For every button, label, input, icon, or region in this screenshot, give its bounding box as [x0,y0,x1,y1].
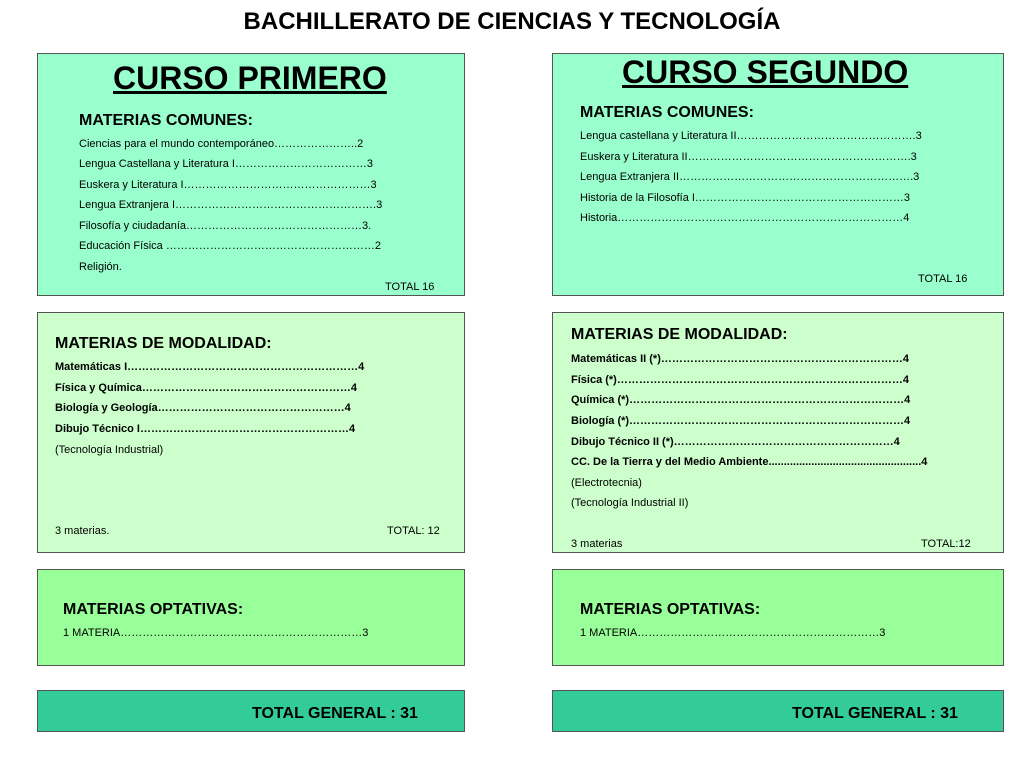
segundo-modalidad-label: MATERIAS DE MODALIDAD: [571,326,788,343]
segundo-comunes-item: Lengua Extranjera II……………………………………………………….3 [580,171,920,183]
primero-modalidad-total: TOTAL: 12 [387,525,440,537]
segundo-modalidad-extra: (Tecnología Industrial II) [571,497,689,509]
page-title: BACHILLERATO DE CIENCIAS Y TECNOLOGÍA [243,8,781,35]
segundo-optativas-line: 1 MATERIA…………………………………………………………3 [580,627,886,639]
primero-comunes-panel [37,53,465,296]
primero-comunes-item: Ciencias para el mundo contemporáneo…………………..2 [79,138,364,150]
primero-total-general-bar [37,690,465,732]
primero-modalidad-item: Física y Química…………………………………………………4 [55,382,357,394]
primero-comunes-item: Lengua Castellana y Literatura I………………………………3 [79,158,374,170]
primero-modalidad-item: Dibujo Técnico I…………………………………………………4 [55,423,356,435]
segundo-modalidad-item: Matemáticas II (*)…………………………………………………………4 [571,353,909,365]
primero-comunes-item: Educación Física …………………………………………………2 [79,240,381,252]
primero-optativas-line: 1 MATERIA…………………………………………………………3 [63,627,369,639]
segundo-modalidad-item: CC. De la Tierra y del Medio Ambiente..................................................4 [571,456,928,468]
segundo-comunes-item: Historia……………………………………………………………………4 [580,212,910,224]
segundo-comunes-panel [552,53,1004,296]
primero-modalidad-item: Matemáticas I………………………………………………………4 [55,361,365,373]
primero-heading: CURSO PRIMERO [113,60,387,96]
primero-modalidad-label: MATERIAS DE MODALIDAD: [55,335,272,352]
segundo-total-general: TOTAL GENERAL : 31 [792,705,958,722]
primero-comunes-item: Euskera y Literatura I……………………………………………3 [79,179,377,191]
segundo-modalidad-extra: (Electrotecnia) [571,477,642,489]
primero-modalidad-panel [37,312,465,553]
segundo-modalidad-panel [552,312,1004,553]
segundo-comunes-item: Lengua castellana y Literatura II………………………………………….3 [580,130,922,142]
segundo-modalidad-item: Física (*)……………………………………………………………………4 [571,374,909,386]
segundo-modalidad-item: Química (*)…………………………………………………………………4 [571,394,911,406]
segundo-modalidad-item: Dibujo Técnico II (*)……………………………………………………4 [571,436,900,448]
primero-optativas-label: MATERIAS OPTATIVAS: [63,601,244,618]
segundo-comunes-item: Euskera y Literatura II…………………………………………………….3 [580,151,917,163]
primero-modalidad-extra: (Tecnología Industrial) [55,444,164,456]
primero-modalidad-count: 3 materias. [55,525,110,537]
primero-comunes-item: Filosofía y ciudadanía…………………………………………3. [79,220,372,232]
segundo-modalidad-count: 3 materias [571,538,623,550]
segundo-optativas-label: MATERIAS OPTATIVAS: [580,601,761,618]
segundo-comunes-total: TOTAL 16 [918,273,968,285]
primero-optativas-panel [37,569,465,666]
primero-comunes-total: TOTAL 16 [385,281,435,293]
segundo-total-general-bar [552,690,1004,732]
primero-comunes-item: Religión. [79,261,122,273]
primero-modalidad-item: Biología y Geología……………………………………………4 [55,402,351,414]
segundo-modalidad-item: Biología (*)…………………………………………………………………4 [571,415,911,427]
segundo-optativas-panel [552,569,1004,666]
primero-comunes-item: Lengua Extranjera I……………………………………………….3 [79,199,383,211]
primero-total-general: TOTAL GENERAL : 31 [252,705,418,722]
primero-comunes-label: MATERIAS COMUNES: [79,112,253,129]
segundo-modalidad-total: TOTAL:12 [921,538,971,550]
segundo-heading: CURSO SEGUNDO [622,54,909,90]
segundo-comunes-label: MATERIAS COMUNES: [580,104,754,121]
segundo-comunes-item: Historia de la Filosofía I…………………………………………………3 [580,192,911,204]
